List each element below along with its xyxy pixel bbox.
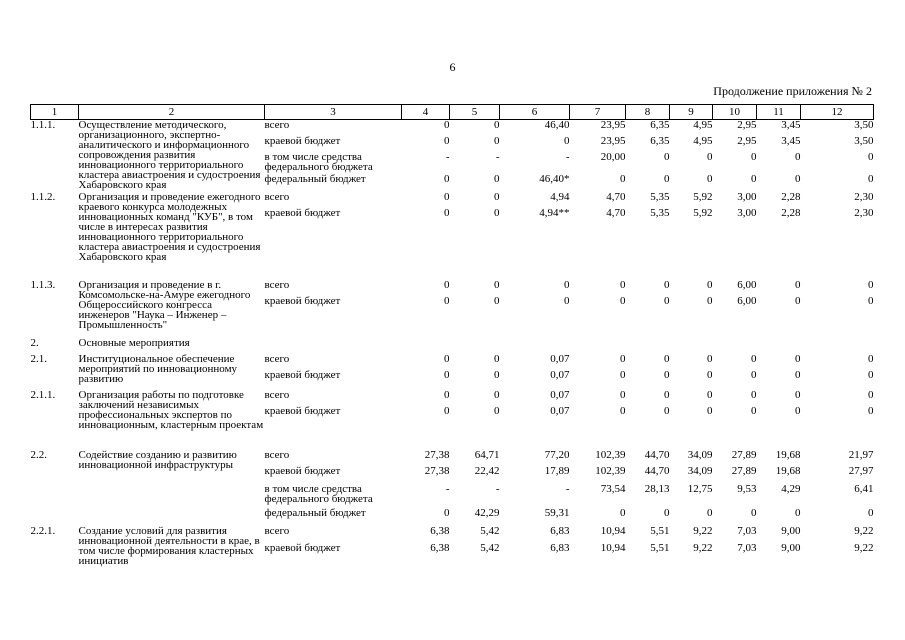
value-cell-col-12: 0	[868, 506, 874, 519]
value-cell-col-6: 4,94	[550, 190, 570, 203]
value-cell-col-7: 102,39	[595, 448, 626, 461]
value-cell-col-5: 0	[494, 278, 500, 291]
value-cell-col-10: 7,03	[737, 542, 757, 555]
value-cell-col-12: 3,50	[854, 134, 874, 147]
value-cell-col-6: 0	[564, 134, 570, 147]
value-cell-col-12: 9,22	[854, 542, 874, 555]
value-cell-col-5: 42,29	[474, 506, 500, 519]
value-cell-col-7: 10,94	[600, 524, 626, 537]
value-cell-col-7: 73,54	[600, 482, 626, 495]
value-cell-col-8: 5,35	[650, 190, 670, 203]
value-cell-col-9: 4,95	[693, 134, 713, 147]
value-cell-col-6: 46,40*	[539, 172, 570, 185]
item-code: 2.1.	[30, 352, 47, 365]
value-cell-col-7: 0	[620, 294, 626, 307]
value-cell-col-4: 0	[444, 206, 450, 219]
value-cell-col-9: 9,22	[693, 542, 713, 555]
value-cell-col-11: 0	[795, 506, 801, 519]
value-cell-col-12: 3,50	[854, 119, 874, 131]
item-code: 2.1.1.	[30, 388, 56, 401]
item-code: 2.2.1.	[30, 524, 56, 537]
value-cell-col-4: 0	[444, 278, 450, 291]
item-name: Осуществление методического, организационного, экспертно-аналитического и информационного сопровождения развития инновационного территориального кластера авиастроения и судостроения Хабаровского края	[78, 119, 261, 191]
item-code: 1.1.3.	[30, 278, 56, 291]
value-cell-col-8: 5,35	[650, 206, 670, 219]
value-cell-col-5: -	[495, 482, 500, 495]
value-cell-col-11: 9,00	[781, 542, 801, 555]
value-cell-col-4: 0	[444, 352, 450, 365]
value-cell-col-7: 0	[620, 278, 626, 291]
value-cell-col-10: 27,89	[731, 448, 757, 461]
column-header-6: 6	[500, 105, 570, 120]
value-cell-col-8: 6,35	[650, 119, 670, 131]
value-cell-col-11: 4,29	[781, 482, 801, 495]
funding-source: краевой бюджет	[264, 404, 341, 417]
value-cell-col-10: 0	[751, 404, 757, 417]
funding-source: краевой бюджет	[264, 464, 341, 477]
table-row	[31, 354, 874, 370]
value-cell-col-10: 2,95	[737, 134, 757, 147]
table-row	[31, 280, 874, 296]
value-cell-col-10: 3,00	[737, 190, 757, 203]
item-code: 1.1.1.	[30, 119, 56, 131]
funding-source: всего	[264, 278, 290, 291]
item-code: 2.2.	[30, 448, 47, 461]
continuation-note: Продолжение приложения № 2	[713, 84, 872, 98]
table-header	[31, 105, 874, 120]
item-code: 1.1.2.	[30, 190, 56, 203]
value-cell-col-12	[801, 338, 874, 354]
value-cell-col-11: 0	[795, 404, 801, 417]
value-cell-col-8: 0	[664, 278, 670, 291]
column-header-2: 2	[79, 105, 265, 120]
value-cell-col-6: 17,89	[544, 464, 570, 477]
table-row	[31, 120, 874, 136]
funding-source: в том числе средства федерального бюджета	[264, 482, 373, 505]
table-body	[31, 120, 874, 566]
value-cell-col-12: 0	[868, 368, 874, 381]
value-cell-col-4: -	[445, 150, 450, 163]
value-cell-col-4: -	[445, 482, 450, 495]
value-cell-col-11: 3,45	[781, 119, 801, 131]
value-cell-col-5: 0	[494, 172, 500, 185]
page-number: 6	[449, 60, 456, 74]
value-cell-col-4	[402, 338, 450, 354]
value-cell-col-10: 6,00	[737, 294, 757, 307]
value-cell-col-5: 0	[494, 206, 500, 219]
value-cell-col-11: 0	[795, 172, 801, 185]
value-cell-col-8: 44,70	[644, 464, 670, 477]
value-cell-col-10: 0	[751, 506, 757, 519]
value-cell-col-12: 0	[868, 172, 874, 185]
column-header-8: 8	[626, 105, 670, 120]
value-cell-col-6: 0	[564, 294, 570, 307]
value-cell-col-6: 46,40	[544, 119, 570, 131]
value-cell-col-9: 34,09	[687, 448, 713, 461]
value-cell-col-8: 5,51	[650, 524, 670, 537]
funding-source: федеральный бюджет	[264, 172, 366, 185]
column-header-12: 12	[801, 105, 874, 120]
value-cell-col-10: 3,00	[737, 206, 757, 219]
funding-source: федеральный бюджет	[264, 506, 366, 519]
value-cell-col-10: 27,89	[731, 464, 757, 477]
value-cell-col-8: 0	[664, 388, 670, 401]
value-cell-col-6: 0	[564, 278, 570, 291]
value-cell-col-8: 0	[664, 352, 670, 365]
value-cell-col-11: 9,00	[781, 524, 801, 537]
value-cell-col-5: 0	[494, 190, 500, 203]
value-cell-col-7: 0	[620, 352, 626, 365]
column-header-3: 3	[265, 105, 402, 120]
value-cell-col-10	[713, 338, 757, 354]
item-name: Организация работы по подготовке заключений независимых профессиональных экспертов по инновационным, кластерным проектам	[78, 388, 264, 431]
value-cell-col-6: -	[565, 150, 570, 163]
value-cell-col-7: 10,94	[600, 542, 626, 555]
value-cell-col-10: 0	[751, 172, 757, 185]
value-cell-col-4: 27,38	[424, 464, 450, 477]
value-cell-col-10: 6,00	[737, 278, 757, 291]
value-cell-col-4: 0	[444, 368, 450, 381]
value-cell-col-4: 0	[444, 134, 450, 147]
funding-source: всего	[264, 448, 290, 461]
value-cell-col-9: 5,92	[693, 206, 713, 219]
value-cell-col-12: 2,30	[854, 190, 874, 203]
value-cell-col-4: 0	[444, 172, 450, 185]
column-header-1: 1	[31, 105, 79, 120]
value-cell-col-11	[757, 338, 801, 354]
value-cell-col-4: 0	[444, 294, 450, 307]
value-cell-col-12: 0	[868, 404, 874, 417]
column-header-7: 7	[570, 105, 626, 120]
value-cell-col-8: 0	[664, 172, 670, 185]
value-cell-col-11: 19,68	[775, 448, 801, 461]
value-cell-col-7: 20,00	[600, 150, 626, 163]
value-cell-col-11: 0	[795, 352, 801, 365]
value-cell-col-7: 0	[620, 172, 626, 185]
value-cell-col-9: 0	[707, 388, 713, 401]
value-cell-col-9: 0	[707, 278, 713, 291]
value-cell-col-8: 0	[664, 150, 670, 163]
value-cell-col-10: 0	[751, 150, 757, 163]
funding-source: краевой бюджет	[264, 134, 341, 147]
value-cell-col-9: 0	[707, 404, 713, 417]
column-header-10: 10	[713, 105, 757, 120]
value-cell-col-11: 0	[795, 294, 801, 307]
value-cell-col-9: 0	[707, 294, 713, 307]
funding-source: всего	[264, 119, 290, 131]
item-name: Содействие созданию и развитию инновационной инфраструктуры	[78, 448, 237, 471]
table-row	[31, 450, 874, 466]
value-cell-col-6: 0,07	[550, 388, 570, 401]
table-row	[31, 192, 874, 208]
value-cell-col-7: 0	[620, 506, 626, 519]
value-cell-col-4: 0	[444, 388, 450, 401]
value-cell-col-4: 27,38	[424, 448, 450, 461]
table-row	[31, 390, 874, 406]
value-cell-col-7: 0	[620, 388, 626, 401]
value-cell-col-6: -	[565, 482, 570, 495]
item-name: Организация и проведение в г. Комсомольске-на-Амуре ежегодного Общероссийского конгресса инженеров "Наука – Инженер – Промышленность"	[78, 278, 251, 331]
item-name: Институциональное обеспечение мероприятий по инновационному развитию	[78, 352, 238, 385]
value-cell-col-12: 0	[868, 352, 874, 365]
value-cell-col-4: 0	[444, 506, 450, 519]
value-cell-col-8: 6,35	[650, 134, 670, 147]
value-cell-col-5	[450, 338, 500, 354]
value-cell-col-8	[626, 338, 670, 354]
value-cell-col-11: 0	[795, 388, 801, 401]
funding-source: всего	[264, 388, 290, 401]
value-cell-col-5: 0	[494, 404, 500, 417]
value-cell-col-10: 0	[751, 368, 757, 381]
value-cell-col-5: -	[495, 150, 500, 163]
value-cell-col-6: 0,07	[550, 352, 570, 365]
value-cell-col-5: 0	[494, 388, 500, 401]
value-cell-col-9: 4,95	[693, 119, 713, 131]
value-cell-col-5: 22,42	[474, 464, 500, 477]
value-cell-col-12: 0	[868, 388, 874, 401]
value-cell-col-6: 6,83	[550, 542, 570, 555]
value-cell-col-12: 21,97	[848, 448, 874, 461]
value-cell-col-11: 2,28	[781, 190, 801, 203]
value-cell-col-5: 5,42	[480, 542, 500, 555]
value-cell-col-12: 0	[868, 278, 874, 291]
value-cell-col-10: 9,53	[737, 482, 757, 495]
value-cell-col-12: 9,22	[854, 524, 874, 537]
value-cell-col-12: 27,97	[848, 464, 874, 477]
value-cell-col-7: 4,70	[606, 190, 626, 203]
item-code: 2.	[30, 336, 39, 349]
value-cell-col-6: 4,94**	[539, 206, 570, 219]
value-cell-col-8: 0	[664, 404, 670, 417]
value-cell-col-9: 0	[707, 352, 713, 365]
value-cell-col-12: 2,30	[854, 206, 874, 219]
value-cell-col-4: 0	[444, 190, 450, 203]
value-cell-col-6: 0,07	[550, 404, 570, 417]
funding-source: всего	[264, 524, 290, 537]
value-cell-col-11: 3,45	[781, 134, 801, 147]
value-cell-col-12: 6,41	[854, 482, 874, 495]
funding-source: всего	[264, 352, 290, 365]
table-row	[31, 526, 874, 544]
value-cell-col-7: 4,70	[606, 206, 626, 219]
value-cell-col-4: 0	[444, 119, 450, 131]
value-cell-col-11: 0	[795, 150, 801, 163]
value-cell-col-8: 0	[664, 368, 670, 381]
value-cell-col-11: 0	[795, 368, 801, 381]
value-cell-col-5: 0	[494, 352, 500, 365]
value-cell-col-5: 0	[494, 134, 500, 147]
value-cell-col-6: 6,83	[550, 524, 570, 537]
value-cell-col-11: 2,28	[781, 206, 801, 219]
value-cell-col-7: 0	[620, 368, 626, 381]
funding-source: в том числе средства федерального бюджета	[264, 150, 373, 173]
value-cell-col-9	[670, 338, 713, 354]
value-cell-col-9: 12,75	[687, 482, 713, 495]
item-name: Организация и проведение ежегодного краевого конкурса молодежных инновационных команд "КУБ", в том числе в интересах развития инновационного территориального кластера авиастроения и судостроения Хабаровского края	[78, 190, 261, 263]
value-cell-col-5: 64,71	[474, 448, 500, 461]
value-cell-col-9: 9,22	[693, 524, 713, 537]
value-cell-col-9: 0	[707, 150, 713, 163]
value-cell-col-11: 19,68	[775, 464, 801, 477]
value-cell-col-4: 6,38	[430, 542, 450, 555]
value-cell-col-8: 44,70	[644, 448, 670, 461]
value-cell-col-5: 0	[494, 368, 500, 381]
value-cell-col-10: 0	[751, 352, 757, 365]
value-cell-col-7: 23,95	[600, 119, 626, 131]
value-cell-col-8: 0	[664, 506, 670, 519]
table-row	[31, 338, 874, 354]
value-cell-col-11: 0	[795, 278, 801, 291]
funding-source: краевой бюджет	[264, 294, 341, 307]
value-cell-col-9: 5,92	[693, 190, 713, 203]
column-header-11: 11	[757, 105, 801, 120]
value-cell-col-12: 0	[868, 294, 874, 307]
value-cell-col-8: 0	[664, 294, 670, 307]
value-cell-col-10: 7,03	[737, 524, 757, 537]
budget-table	[30, 104, 874, 566]
value-cell-col-5: 0	[494, 119, 500, 131]
column-header-4: 4	[402, 105, 450, 120]
funding-source: краевой бюджет	[264, 368, 341, 381]
value-cell-col-9: 0	[707, 368, 713, 381]
value-cell-col-9: 34,09	[687, 464, 713, 477]
value-cell-col-4: 6,38	[430, 524, 450, 537]
value-cell-col-8: 5,51	[650, 542, 670, 555]
value-cell-col-6: 59,31	[544, 506, 570, 519]
value-cell-col-12: 0	[868, 150, 874, 163]
value-cell-col-6	[500, 338, 570, 354]
value-cell-col-4: 0	[444, 404, 450, 417]
value-cell-col-10: 0	[751, 388, 757, 401]
value-cell-col-5: 5,42	[480, 524, 500, 537]
item-name: Основные мероприятия	[78, 336, 190, 349]
item-name: Создание условий для развития инновационной деятельности в крае, в том числе формирования кластерных инициатив	[78, 524, 260, 567]
funding-source: краевой бюджет	[264, 542, 341, 555]
value-cell-col-9: 0	[707, 172, 713, 185]
value-cell-col-8: 28,13	[644, 482, 670, 495]
value-cell-col-6: 77,20	[544, 448, 570, 461]
value-cell-col-7	[570, 338, 626, 354]
value-cell-col-7: 102,39	[595, 464, 626, 477]
value-cell-col-6: 0,07	[550, 368, 570, 381]
funding-source	[265, 338, 402, 354]
value-cell-col-7: 0	[620, 404, 626, 417]
column-header-5: 5	[450, 105, 500, 120]
funding-source: краевой бюджет	[264, 206, 341, 219]
value-cell-col-5: 0	[494, 294, 500, 307]
value-cell-col-10: 2,95	[737, 119, 757, 131]
column-header-9: 9	[670, 105, 713, 120]
value-cell-col-9: 0	[707, 506, 713, 519]
funding-source: всего	[264, 190, 290, 203]
value-cell-col-7: 23,95	[600, 134, 626, 147]
